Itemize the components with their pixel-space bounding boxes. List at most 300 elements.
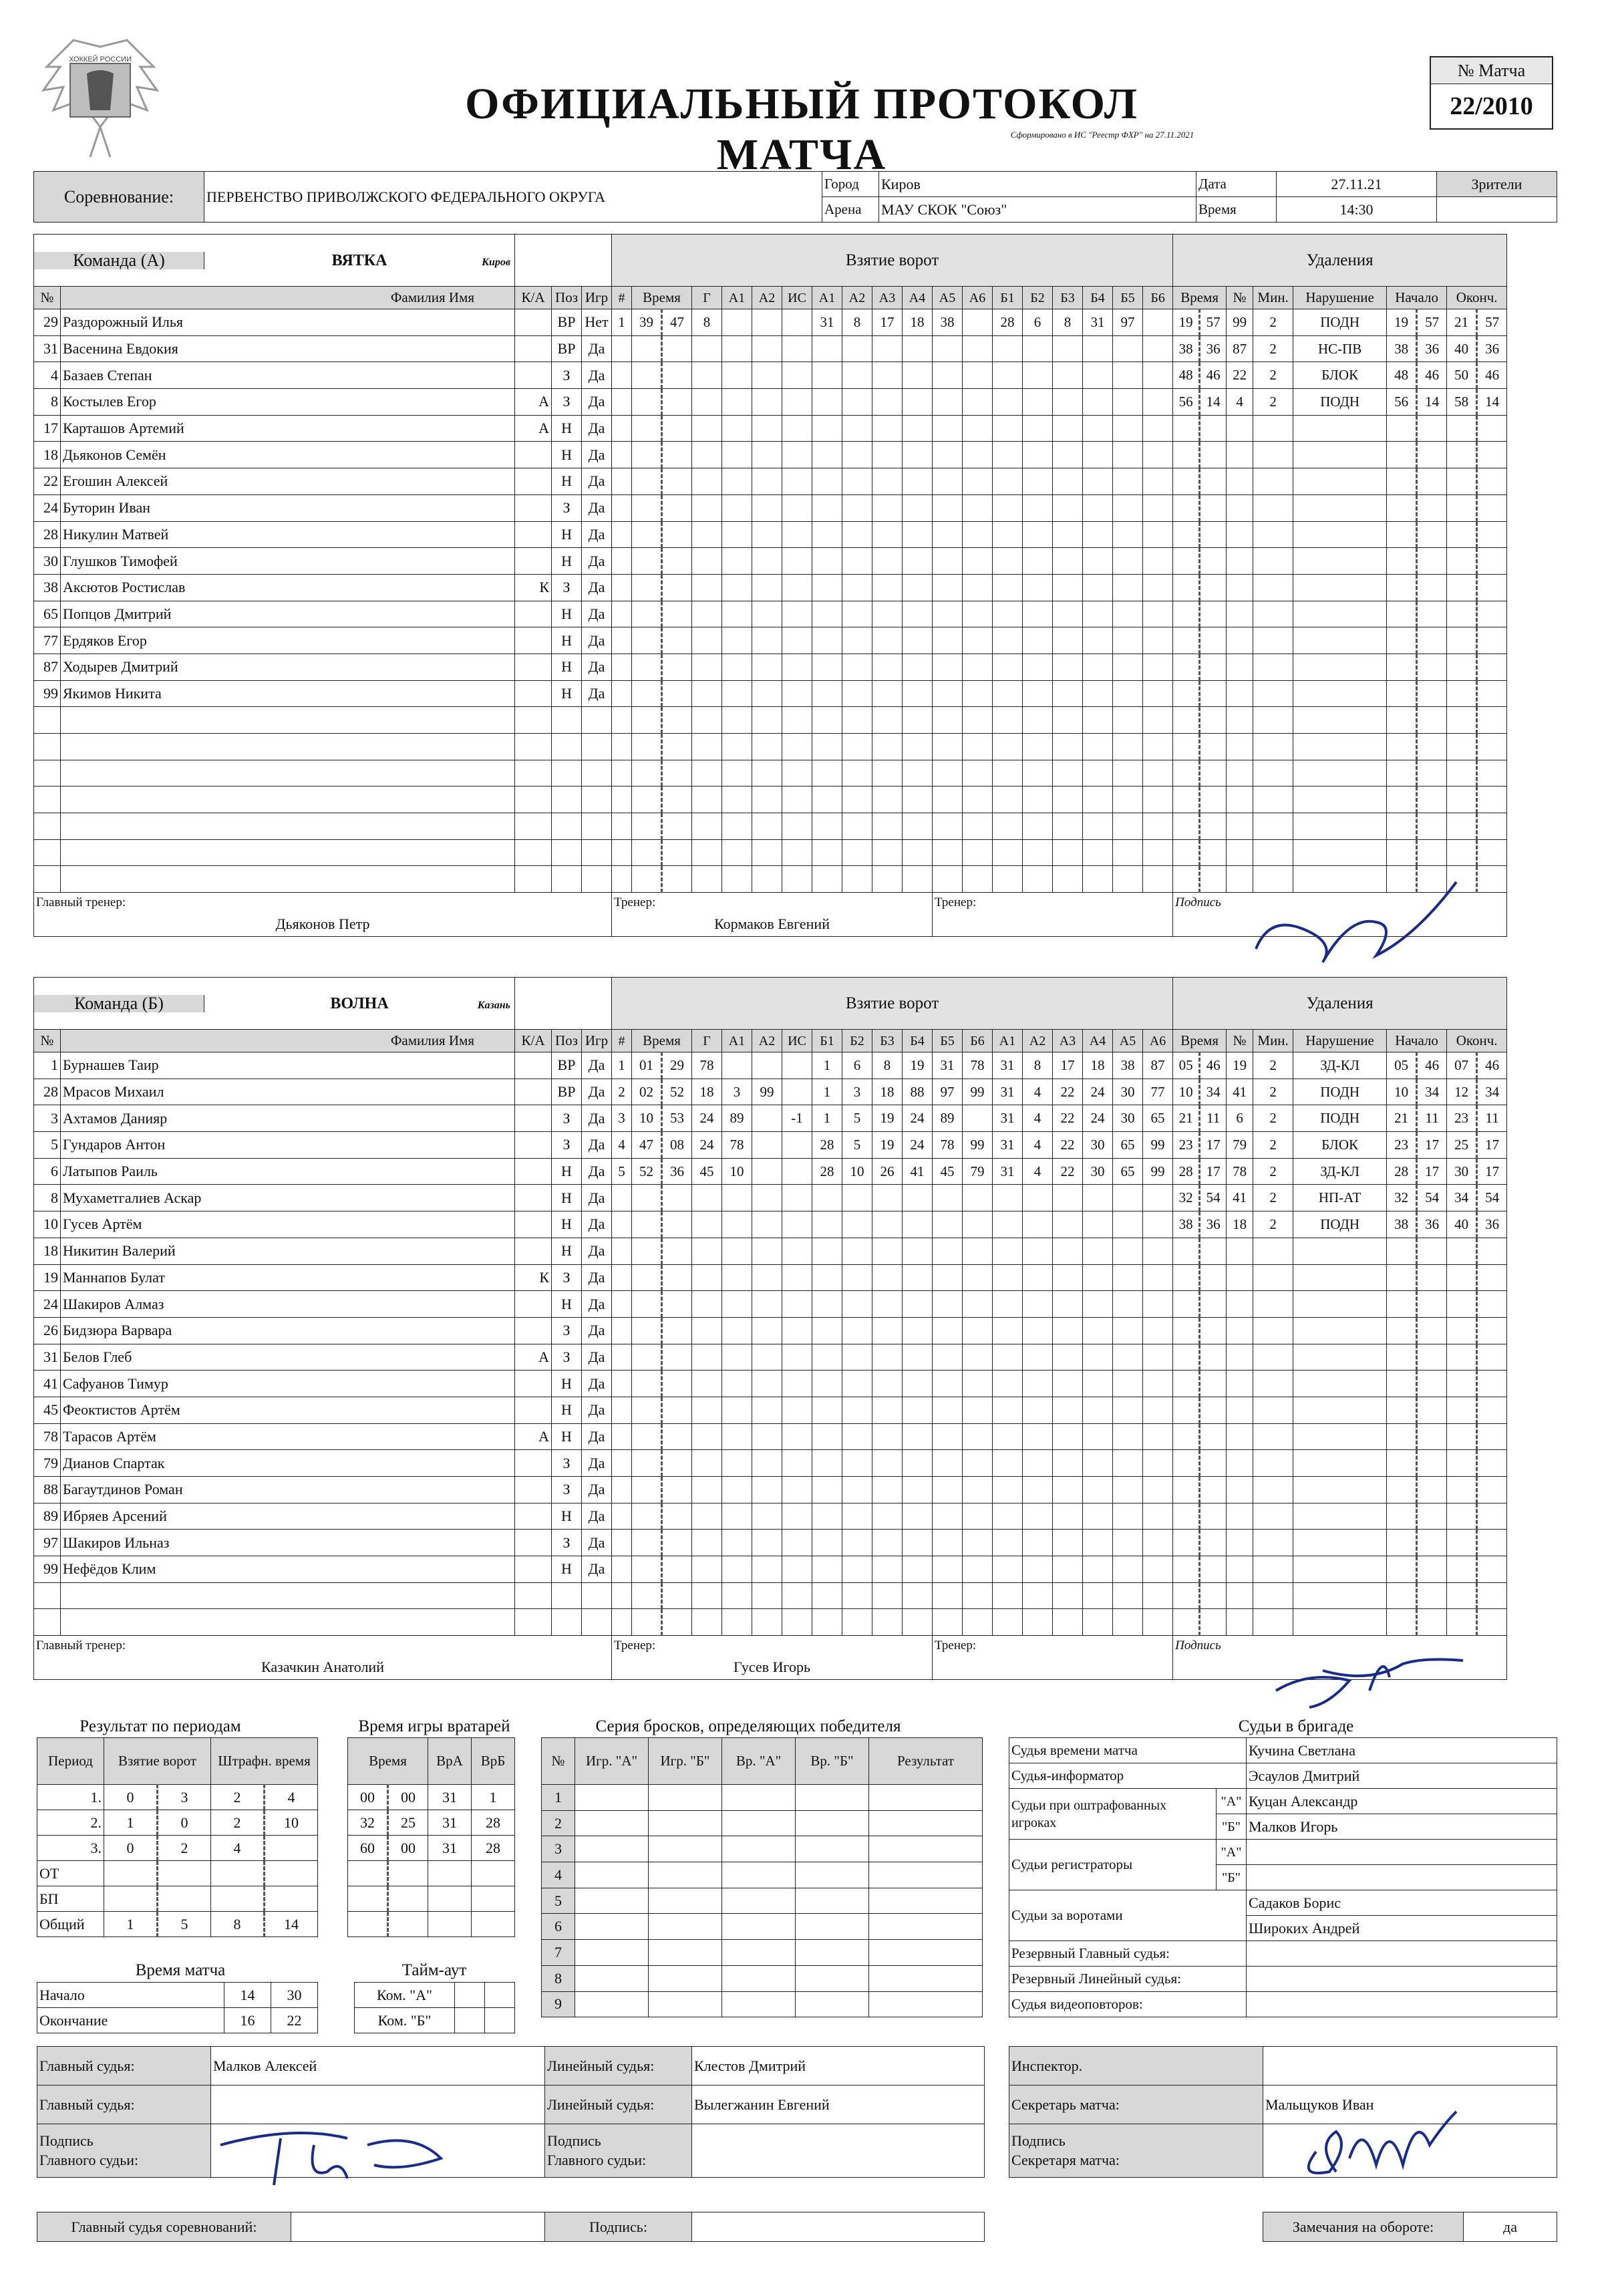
goal-cell <box>963 627 993 654</box>
sig-label-d: Главного судьи: <box>547 2151 647 2168</box>
penalty-cell <box>1447 494 1477 521</box>
goal-cell <box>872 601 903 627</box>
penalty-cell <box>1387 494 1417 521</box>
goal-cell <box>903 1238 933 1264</box>
player-role <box>515 1132 552 1159</box>
roster-row <box>34 521 1507 548</box>
goal-cell <box>662 813 692 840</box>
penalty-cell: 10 <box>1387 1079 1417 1105</box>
goal-cell <box>933 1371 963 1397</box>
gk-cell: 25 <box>388 1810 428 1836</box>
goal-cell <box>1083 627 1113 654</box>
goal-cell <box>1113 601 1143 627</box>
so-cell <box>649 1965 722 1991</box>
goal-cell <box>872 839 903 866</box>
so-cell <box>649 1862 722 1888</box>
player-played: Да <box>582 1371 612 1397</box>
col-goal-13: Б1 <box>993 287 1023 309</box>
player-position: Н <box>552 521 582 548</box>
penalty-cell <box>1253 468 1293 495</box>
col-goal-13: А1 <box>993 1030 1023 1052</box>
goal-cell <box>842 362 872 389</box>
team-b-section <box>33 977 1507 1680</box>
penalty-cell: 12 <box>1447 1079 1477 1105</box>
goal-cell <box>812 707 842 734</box>
penalty-cell: 78 <box>1227 1158 1253 1185</box>
goal-cell <box>662 680 692 707</box>
goal-cell <box>782 707 812 734</box>
player-played: Да <box>582 1503 612 1530</box>
so-row <box>542 1862 983 1888</box>
penalty-cell <box>1173 866 1200 893</box>
goal-cell <box>903 1264 933 1291</box>
so-cell <box>722 1785 796 1811</box>
head-coach: Дьяконов Петр <box>34 913 612 937</box>
goal-cell <box>1023 627 1053 654</box>
gk-cell: 31 <box>428 1836 472 1861</box>
player-played: Да <box>582 548 612 575</box>
goal-cell <box>722 1317 752 1344</box>
goal-cell <box>1023 1371 1053 1397</box>
goal-cell <box>782 1079 812 1105</box>
penalty-cell <box>1227 1264 1253 1291</box>
so-cell <box>869 1991 983 2017</box>
match-number-label: № Матча <box>1431 57 1552 84</box>
goal-cell <box>692 1582 722 1609</box>
goal-cell <box>872 442 903 468</box>
goal-cell <box>812 1291 842 1318</box>
goal-cell <box>963 494 993 521</box>
so-cell <box>869 1888 983 1914</box>
goal-cell <box>903 1556 933 1583</box>
goal-cell <box>1143 548 1173 575</box>
roster-row <box>34 1158 1507 1185</box>
player-number: 38 <box>34 574 61 601</box>
goal-cell <box>872 786 903 813</box>
goal-cell <box>692 813 722 840</box>
signature-secretary <box>1289 2105 1463 2192</box>
period-row <box>37 1836 318 1861</box>
penalty-cell <box>1253 1450 1293 1477</box>
goal-cell <box>1083 389 1113 416</box>
so-cell <box>575 1836 649 1862</box>
col-goal-6: ИС <box>782 287 812 309</box>
period-value <box>211 1886 265 1912</box>
goal-cell <box>722 1291 752 1318</box>
goal-cell <box>1083 1477 1113 1503</box>
roster-row <box>34 1052 1507 1079</box>
player-name: Карташов Артемий <box>61 415 515 442</box>
penalty-cell <box>1387 1317 1417 1344</box>
goal-cell <box>1023 1291 1053 1318</box>
roster-row <box>34 1264 1507 1291</box>
team-city: Казань <box>477 999 510 1011</box>
gk-cell <box>388 1886 428 1912</box>
goal-cell <box>903 1423 933 1450</box>
goal-cell <box>1143 1344 1173 1371</box>
goal-cell <box>752 494 782 521</box>
roster-row <box>34 786 1507 813</box>
penalty-cell <box>1387 548 1417 575</box>
goal-cell: 31 <box>1083 309 1113 336</box>
goal-cell <box>933 1238 963 1264</box>
player-name: Костылев Егор <box>61 389 515 416</box>
inspector-label: Инспектор. <box>1009 2047 1263 2086</box>
player-played: Да <box>582 1079 612 1105</box>
goal-cell: 28 <box>993 309 1023 336</box>
ref-reserve-line-label: Резервный Линейный судья: <box>1009 1967 1247 1992</box>
goal-cell <box>612 389 632 416</box>
so-cell <box>722 1836 796 1862</box>
gk-cell: 28 <box>472 1836 515 1861</box>
goal-cell: 24 <box>692 1132 722 1159</box>
goal-cell <box>782 680 812 707</box>
penalty-cell <box>1200 680 1227 707</box>
player-position: Н <box>552 1397 582 1423</box>
player-number: 8 <box>34 389 61 416</box>
col-goal-18: Б6 <box>1143 287 1173 309</box>
player-position <box>552 839 582 866</box>
goal-cell <box>752 574 782 601</box>
sig-main-ref-label-1 <box>37 2124 211 2178</box>
player-played: Да <box>582 468 612 495</box>
goal-cell: 30 <box>1083 1158 1113 1185</box>
penalty-cell: 2 <box>1253 1185 1293 1211</box>
goal-cell <box>812 1397 842 1423</box>
goal-cell <box>993 1238 1023 1264</box>
penalty-cell <box>1227 601 1253 627</box>
goal-cell <box>963 1264 993 1291</box>
goal-cell <box>752 1211 782 1238</box>
player-position: Н <box>552 1158 582 1185</box>
penalty-cell <box>1447 654 1477 680</box>
goal-cell <box>752 1264 782 1291</box>
player-position: Н <box>552 1423 582 1450</box>
goal-cell <box>812 335 842 362</box>
penalty-cell <box>1200 1397 1227 1423</box>
penalty-cell <box>1200 601 1227 627</box>
goal-cell <box>632 468 662 495</box>
so-cell <box>575 1991 649 2017</box>
goal-cell <box>782 548 812 575</box>
goal-cell <box>872 468 903 495</box>
penalty-cell <box>1253 680 1293 707</box>
so-row <box>542 1914 983 1940</box>
goal-cell <box>722 786 752 813</box>
penalty-cell <box>1200 654 1227 680</box>
goal-cell <box>612 1185 632 1211</box>
goal-cell <box>752 680 782 707</box>
so-num: 5 <box>542 1888 575 1914</box>
goal-cell <box>963 309 993 336</box>
player-position: З <box>552 1530 582 1556</box>
penalty-cell <box>1253 1344 1293 1371</box>
goal-cell <box>1023 574 1053 601</box>
col-goal-5: А2 <box>752 287 782 309</box>
period-label: Общий <box>37 1912 104 1937</box>
goal-cell <box>842 707 872 734</box>
player-played <box>582 786 612 813</box>
penalty-cell <box>1200 839 1227 866</box>
penalty-cell <box>1253 601 1293 627</box>
goal-cell <box>662 1185 692 1211</box>
so-cell <box>869 1914 983 1940</box>
goal-cell: 6 <box>842 1052 872 1079</box>
goal-cell <box>1083 335 1113 362</box>
match-start-label: Начало <box>37 1983 224 2008</box>
penalty-cell <box>1417 1317 1447 1344</box>
player-position: З <box>552 389 582 416</box>
goal-cell <box>752 1291 782 1318</box>
roster-row <box>34 494 1507 521</box>
player-played <box>582 839 612 866</box>
player-role <box>515 654 552 680</box>
player-name: Мухаметгалиев Аскар <box>61 1185 515 1211</box>
goal-cell <box>872 1371 903 1397</box>
goal-cell <box>933 1609 963 1636</box>
penalty-cell: 48 <box>1173 362 1200 389</box>
penalty-cell <box>1477 601 1507 627</box>
goal-cell <box>752 389 782 416</box>
goal-cell <box>1083 415 1113 442</box>
goal-cell <box>812 1371 842 1397</box>
goal-cell <box>1113 1317 1143 1344</box>
penalty-cell <box>1447 1371 1477 1397</box>
player-number: 5 <box>34 1132 61 1159</box>
goal-cell <box>993 415 1023 442</box>
line-ref-2: Вылегжанин Евгений <box>692 2086 985 2124</box>
goal-cell <box>842 1530 872 1556</box>
goal-cell <box>903 548 933 575</box>
goal-cell <box>632 1530 662 1556</box>
col-ka: К/А <box>515 287 552 309</box>
line-ref-label-1: Линейный судья: <box>545 2047 692 2086</box>
roster-row <box>34 601 1507 627</box>
player-role <box>515 1185 552 1211</box>
player-played: Да <box>582 1158 612 1185</box>
penalty-cell <box>1387 574 1417 601</box>
penalty-cell: 11 <box>1477 1105 1507 1132</box>
goal-cell <box>632 1317 662 1344</box>
goal-cell <box>662 1264 692 1291</box>
player-number: 18 <box>34 1238 61 1264</box>
goal-cell <box>752 627 782 654</box>
goal-cell <box>842 1238 872 1264</box>
player-number: 18 <box>34 442 61 468</box>
penalty-cell <box>1293 1264 1387 1291</box>
player-name <box>61 760 515 786</box>
match-time-table <box>37 1982 318 2033</box>
goal-cell <box>993 1582 1023 1609</box>
col-pen-viol: Нарушение <box>1293 1030 1387 1052</box>
goal-cell <box>662 548 692 575</box>
penalty-cell: 2 <box>1253 1132 1293 1159</box>
goal-cell <box>872 1503 903 1530</box>
goal-cell <box>812 786 842 813</box>
goal-cell <box>662 1397 692 1423</box>
goal-cell <box>1143 1582 1173 1609</box>
goal-cell <box>1023 442 1053 468</box>
goal-cell <box>933 1556 963 1583</box>
head-coach-label: Главный тренер: <box>34 893 612 913</box>
goal-cell <box>903 813 933 840</box>
player-name <box>61 839 515 866</box>
goal-cell: 18 <box>1083 1052 1113 1079</box>
goal-cell: 4 <box>1023 1158 1053 1185</box>
player-played: Да <box>582 389 612 416</box>
goal-cell <box>963 1344 993 1371</box>
goal-cell <box>842 786 872 813</box>
goal-cell <box>692 866 722 893</box>
player-played: Да <box>582 1105 612 1132</box>
player-name: Егошин Алексей <box>61 468 515 495</box>
team-name: ВОЛНА <box>330 994 389 1012</box>
player-role <box>515 1450 552 1477</box>
sig-label-c: Подпись <box>547 2132 601 2149</box>
goal-cell <box>1023 1397 1053 1423</box>
penalty-cell <box>1477 1477 1507 1503</box>
player-number <box>34 786 61 813</box>
goal-cell <box>872 335 903 362</box>
goal-cell: 24 <box>903 1105 933 1132</box>
goal-cell <box>1143 574 1173 601</box>
penalty-cell <box>1447 1477 1477 1503</box>
goal-cell <box>1113 574 1143 601</box>
so-row <box>542 1785 983 1811</box>
goal-cell <box>632 521 662 548</box>
player-role <box>515 1503 552 1530</box>
goal-cell <box>963 1317 993 1344</box>
goal-cell <box>933 1344 963 1371</box>
goal-cell <box>903 1450 933 1477</box>
player-number: 31 <box>34 335 61 362</box>
goal-cell <box>692 707 722 734</box>
goal-cell <box>993 1371 1023 1397</box>
goal-cell <box>1023 1344 1053 1371</box>
goal-cell: 18 <box>903 309 933 336</box>
penalty-cell <box>1227 1582 1253 1609</box>
penalty-cell <box>1417 1609 1447 1636</box>
coach-label: Тренер: <box>612 893 933 913</box>
goal-cell <box>1143 760 1173 786</box>
goal-cell <box>752 1371 782 1397</box>
penalty-cell <box>1293 1238 1387 1264</box>
goal-cell <box>812 494 842 521</box>
goal-cell <box>1113 548 1143 575</box>
goal-cell <box>752 1185 782 1211</box>
penalty-cell <box>1293 1371 1387 1397</box>
col-goal-16: А4 <box>1083 1030 1113 1052</box>
goal-cell <box>903 734 933 760</box>
player-name: Ердяков Егор <box>61 627 515 654</box>
goal-cell <box>782 1450 812 1477</box>
goal-cell <box>1053 1344 1083 1371</box>
penalty-cell <box>1387 627 1417 654</box>
goal-cell <box>632 494 662 521</box>
player-name: Дианов Спартак <box>61 1450 515 1477</box>
player-name <box>61 813 515 840</box>
goal-cell <box>612 1317 632 1344</box>
col-goal-8: Б2 <box>842 1030 872 1052</box>
player-played: Да <box>582 654 612 680</box>
goal-cell <box>1053 707 1083 734</box>
penalty-cell <box>1293 1609 1387 1636</box>
penalty-cell: 38 <box>1387 1211 1417 1238</box>
player-position: ВР <box>552 309 582 336</box>
goal-cell <box>662 1503 692 1530</box>
penalty-cell <box>1387 1291 1417 1318</box>
goal-cell: 31 <box>933 1052 963 1079</box>
col-goal-6: ИС <box>782 1030 812 1052</box>
penalty-cell <box>1293 1477 1387 1503</box>
goal-cell <box>1053 1264 1083 1291</box>
goal-cell: 19 <box>872 1105 903 1132</box>
penalty-cell <box>1293 468 1387 495</box>
penalty-cell <box>1293 1530 1387 1556</box>
goal-cell <box>1053 1238 1083 1264</box>
penalty-cell <box>1173 1264 1200 1291</box>
goal-cell <box>612 1238 632 1264</box>
goal-cell <box>692 1450 722 1477</box>
player-played: Да <box>582 1052 612 1079</box>
penalty-cell <box>1173 813 1200 840</box>
penalty-cell: 28 <box>1387 1158 1417 1185</box>
goal-cell <box>662 1530 692 1556</box>
secretary-label: Секретарь матча: <box>1009 2086 1263 2124</box>
penalty-cell: БЛОК <box>1293 362 1387 389</box>
goal-cell <box>842 601 872 627</box>
penalty-cell <box>1173 1397 1200 1423</box>
player-number: 29 <box>34 309 61 336</box>
goal-cell <box>903 1609 933 1636</box>
penalty-cell: 19 <box>1387 309 1417 336</box>
goal-cell <box>903 627 933 654</box>
penalty-cell <box>1200 1264 1227 1291</box>
penalty-cell: 05 <box>1173 1052 1200 1079</box>
goal-cell <box>993 786 1023 813</box>
penalty-cell <box>1227 1238 1253 1264</box>
goal-cell <box>632 654 662 680</box>
goal-cell: 78 <box>933 1132 963 1159</box>
goal-cell <box>752 1477 782 1503</box>
goal-cell <box>812 1609 842 1636</box>
goal-cell <box>1083 1530 1113 1556</box>
goal-cell <box>963 1291 993 1318</box>
goal-cell: 1 <box>812 1079 842 1105</box>
results-table <box>37 1737 318 1937</box>
player-position: Н <box>552 1211 582 1238</box>
goal-cell <box>1023 654 1053 680</box>
signature-team-a <box>1243 875 1470 976</box>
gk-cell <box>388 1861 428 1886</box>
penalty-cell <box>1447 601 1477 627</box>
penalty-cell <box>1293 415 1387 442</box>
goal-cell <box>933 548 963 575</box>
goal-cell <box>752 1582 782 1609</box>
head-coach: Казачкин Анатолий <box>34 1656 612 1680</box>
penalty-cell: 07 <box>1447 1052 1477 1079</box>
goal-cell <box>1083 1609 1113 1636</box>
goal-cell <box>1143 1371 1173 1397</box>
period-label: БП <box>37 1886 104 1912</box>
goal-cell <box>782 1052 812 1079</box>
so-num: 8 <box>542 1965 575 1991</box>
player-role <box>515 813 552 840</box>
goal-cell <box>1143 1291 1173 1318</box>
goal-cell <box>933 1397 963 1423</box>
signature-main-ref <box>214 2118 454 2192</box>
goal-cell <box>1143 601 1173 627</box>
